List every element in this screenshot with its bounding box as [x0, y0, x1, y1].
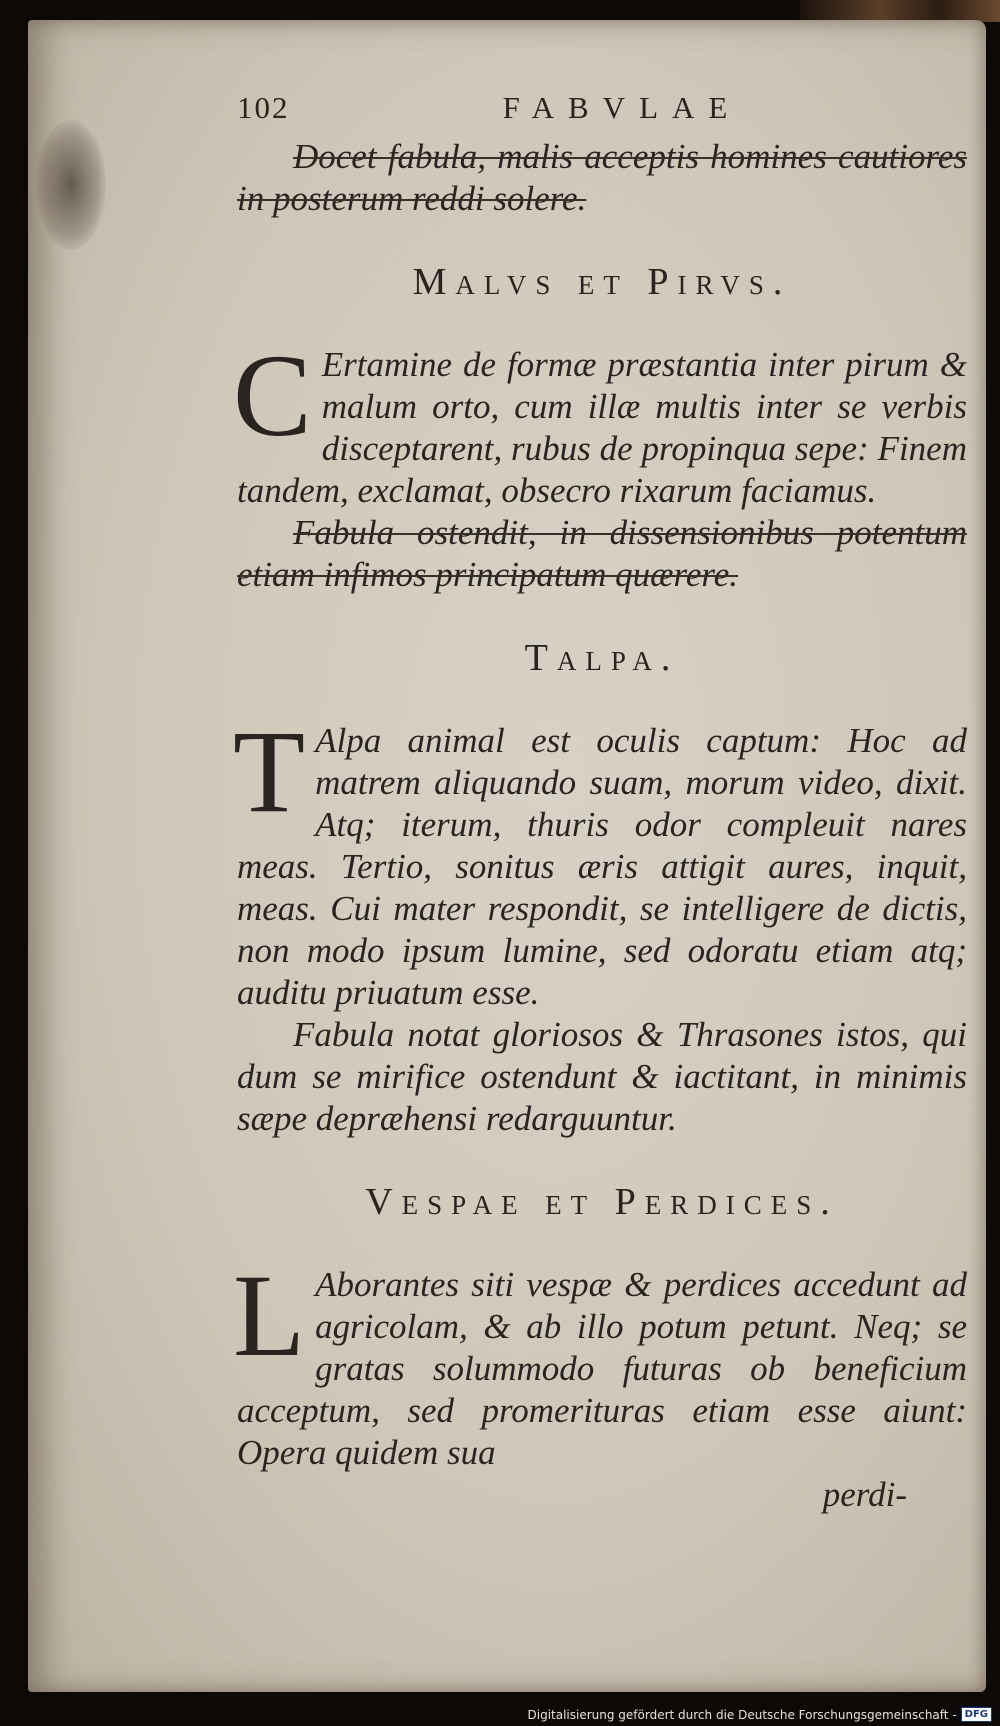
page-number: 102: [237, 90, 290, 125]
page-text: [233, 90, 967, 1516]
book-cover-edge: [800, 0, 1000, 22]
fable-body-vespae: [233, 1250, 967, 1474]
fable-body-malvs: [233, 330, 967, 512]
intro-moral: Docet fabula, malis acceptis homines cautiores in posterum reddi solere.: [237, 137, 967, 218]
fable-text-malvs: Ertamine de formæ præstantia inter pirum & malum orto, cum illæ multis inter se verbis disceptarent, rubus de propinqua sepe: Finem tandem, exclamat, obsecro rixarum faciamus.: [237, 345, 967, 510]
dropcap-l: L: [233, 1250, 306, 1381]
page-stain: [36, 120, 106, 250]
digitization-footer: [528, 1707, 993, 1722]
fable-moral-malvs: Fabula ostendit, in dissensionibus potentum etiam infimos principatum quærere.: [237, 513, 967, 594]
fable-body-talpa: [233, 706, 967, 1014]
fable-title-talpa: Talpa.: [524, 637, 680, 679]
dfg-logo: DFG: [961, 1707, 992, 1722]
fable-title-malvs: Malvs et Pirvs.: [412, 261, 792, 303]
fable-moral-talpa: Fabula notat gloriosos & Thrasones istos, qui dum se mirifice ostendunt & iactitant, in minimis sæpe depræhensi redarguuntur.: [237, 1015, 967, 1138]
fable-text-talpa: Alpa animal est oculis captum: Hoc ad matrem aliquando suam, morum video, dixit. Atq; iterum, thuris odor compleuit nares meas. Tertio, sonitus æris attigit aures, inquit, meas. Cui mater respondit, se intelligere de dictis, non modo ipsum lumine, sed odoratu etiam atq; auditu priuatum esse.: [237, 721, 967, 1012]
dropcap-t: T: [233, 706, 306, 837]
running-title: FABVLAE: [502, 90, 742, 125]
fable-title-vespae: Vespae et Perdices.: [365, 1181, 839, 1223]
catchword: perdi-: [822, 1475, 907, 1514]
footer-credit: Digitalisierung gefördert durch die Deutsche Forschungsgemeinschaft -: [527, 1707, 957, 1722]
page-header: [237, 90, 967, 136]
fable-text-vespae: Aborantes siti vespæ & perdices accedunt ad agricolam, & ab illo potum petunt. Neq; se gratas solummodo futuras ob beneficium acceptum, sed promerituras etiam esse aiunt: Opera quidem sua: [237, 1265, 967, 1472]
dropcap-c: C: [233, 330, 312, 461]
